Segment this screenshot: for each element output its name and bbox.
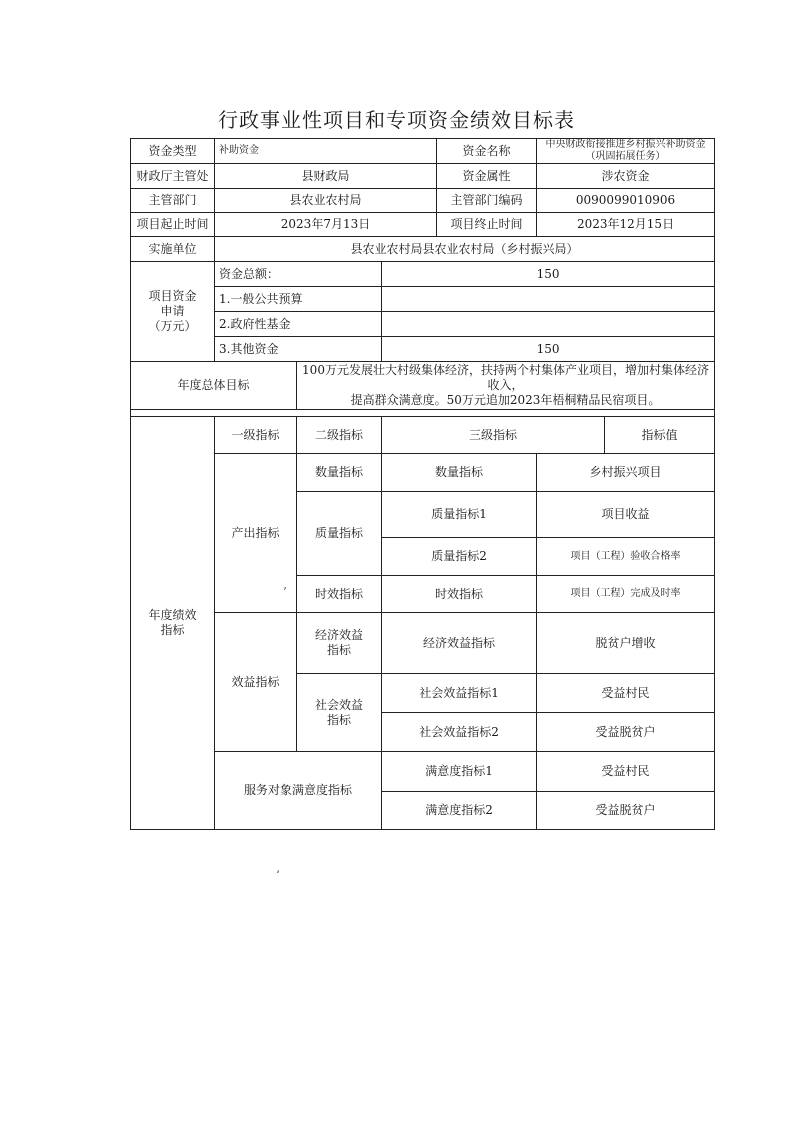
- indicator-item: 受益脱贫户: [537, 713, 715, 752]
- indicator-item: 项目（工程）完成及时率: [537, 576, 715, 613]
- indicator-name: 经济效益指标: [382, 613, 537, 674]
- indicator-name: 质量指标2: [382, 538, 537, 576]
- indicator-name: 时效指标: [382, 576, 537, 613]
- fund-type-label: 资金类型: [131, 139, 215, 164]
- quantity-indicator: 数量指标: [297, 454, 382, 492]
- perf-label: [131, 417, 215, 830]
- info-row: [131, 237, 715, 262]
- annual-goal-text: [297, 362, 715, 410]
- economic-line2: 指标: [326, 643, 351, 657]
- supervisor-value: 县农业农村局: [215, 189, 437, 213]
- indicator-name: 社会效益指标1: [382, 674, 537, 713]
- fund-name-label: 资金名称: [437, 139, 537, 164]
- fund-general-value: [382, 287, 715, 312]
- indicator-item: 受益村民: [537, 674, 715, 713]
- social-line1: 社会效益: [314, 697, 363, 712]
- info-row: [131, 189, 715, 213]
- start-time-label: 项目起止时间: [131, 213, 215, 237]
- fund-total-value: 150: [382, 262, 715, 287]
- indicator-name: 满意度指标2: [382, 792, 537, 830]
- start-time-value: 2023年7月13日: [215, 213, 437, 237]
- unit-value: 县农业农村局县农业农村局（乡村振兴局）: [215, 237, 715, 262]
- info-row: [131, 164, 715, 189]
- supervisor-code-value: 0090099010906: [537, 189, 715, 213]
- indicator-item: 项目（工程）验收合格率: [537, 538, 715, 576]
- fund-row: [131, 337, 715, 362]
- fund-other-value: 150: [382, 337, 715, 362]
- annual-goal-line1: 100万元发展壮大村级集体经济，扶持两个村集体产业项目，增加村集体经济收入，: [302, 363, 709, 392]
- fund-other-label: 3.其他资金: [215, 337, 382, 362]
- perf-header-row: [131, 417, 715, 454]
- perf-row: [131, 454, 715, 492]
- quality-indicator: 质量指标: [297, 492, 382, 576]
- fund-row: [131, 262, 715, 287]
- funds-label-line1: 项目资金: [148, 289, 197, 303]
- funds-label-line3: （万元）: [148, 319, 197, 333]
- fund-general-label: 1.一般公共预算: [215, 287, 382, 312]
- perf-row: [131, 752, 715, 792]
- social-benefit-indicator: [297, 674, 382, 752]
- performance-goal-table: [130, 138, 715, 830]
- finance-dept-value: 县财政局: [215, 164, 437, 189]
- annual-goal-line2: 提高群众满意度。50万元追加2023年梧桐精品民宿项目。: [350, 393, 661, 407]
- header-level3: 三级指标: [382, 417, 605, 454]
- economic-line1: 经济效益: [314, 628, 363, 642]
- fund-name-line2: （巩固拓展任务）: [585, 151, 666, 162]
- header-level2: 二级指标: [297, 417, 382, 454]
- indicator-name: 数量指标: [382, 454, 537, 492]
- social-line2: 指标: [326, 712, 351, 727]
- indicator-item: 受益脱贫户: [537, 792, 715, 830]
- finance-dept-label: 财政厅主管处: [131, 164, 215, 189]
- funds-label-line2: 申请: [160, 304, 185, 318]
- indicator-name: 满意度指标1: [382, 752, 537, 792]
- spacer-row: [131, 410, 715, 417]
- economic-benefit-indicator: [297, 613, 382, 674]
- end-time-value: 2023年12月15日: [537, 213, 715, 237]
- unit-label: 实施单位: [131, 237, 215, 262]
- indicator-item: 受益村民: [537, 752, 715, 792]
- timeliness-indicator: 时效指标: [297, 576, 382, 613]
- indicator-item: 乡村振兴项目: [537, 454, 715, 492]
- fund-name-line1: 中央财政衔接推进乡村振兴补助资金: [545, 139, 706, 150]
- perf-label-line1: 年度绩效: [148, 608, 197, 622]
- spacer-cell: [131, 410, 715, 417]
- indicator-name: 社会效益指标2: [382, 713, 537, 752]
- annual-goal-row: [131, 362, 715, 410]
- indicator-name: 质量指标1: [382, 492, 537, 538]
- perf-row: [131, 613, 715, 674]
- fund-gov-label: 2.政府性基金: [215, 312, 382, 337]
- info-row: [131, 213, 715, 237]
- fund-row: [131, 287, 715, 312]
- fund-row: [131, 312, 715, 337]
- satisfaction-indicator: 服务对象满意度指标: [215, 752, 382, 830]
- end-time-label: 项目终止时间: [437, 213, 537, 237]
- fund-total-label: 资金总额：: [215, 262, 382, 287]
- fund-attr-value: 涉农资金: [537, 164, 715, 189]
- scan-mark: ’: [283, 585, 287, 599]
- funds-label: [131, 262, 215, 362]
- fund-attr-label: 资金属性: [437, 164, 537, 189]
- output-indicator: 产出指标: [215, 454, 297, 613]
- supervisor-label: 主管部门: [131, 189, 215, 213]
- page-title: 行政事业性项目和专项资金绩效目标表: [218, 108, 575, 132]
- scan-mark: ‘: [276, 868, 280, 882]
- benefit-indicator: 效益指标: [215, 613, 297, 752]
- annual-goal-label: 年度总体目标: [131, 362, 297, 410]
- fund-name-value: [537, 139, 715, 164]
- header-level1: 一级指标: [215, 417, 297, 454]
- info-row: [131, 139, 715, 164]
- indicator-item: 脱贫户增收: [537, 613, 715, 674]
- indicator-item: 项目收益: [537, 492, 715, 538]
- fund-type-value: 补助资金: [215, 139, 437, 164]
- fund-gov-value: [382, 312, 715, 337]
- header-value: 指标值: [605, 417, 715, 454]
- supervisor-code-label: 主管部门编码: [437, 189, 537, 213]
- perf-label-line2: 指标: [160, 623, 185, 637]
